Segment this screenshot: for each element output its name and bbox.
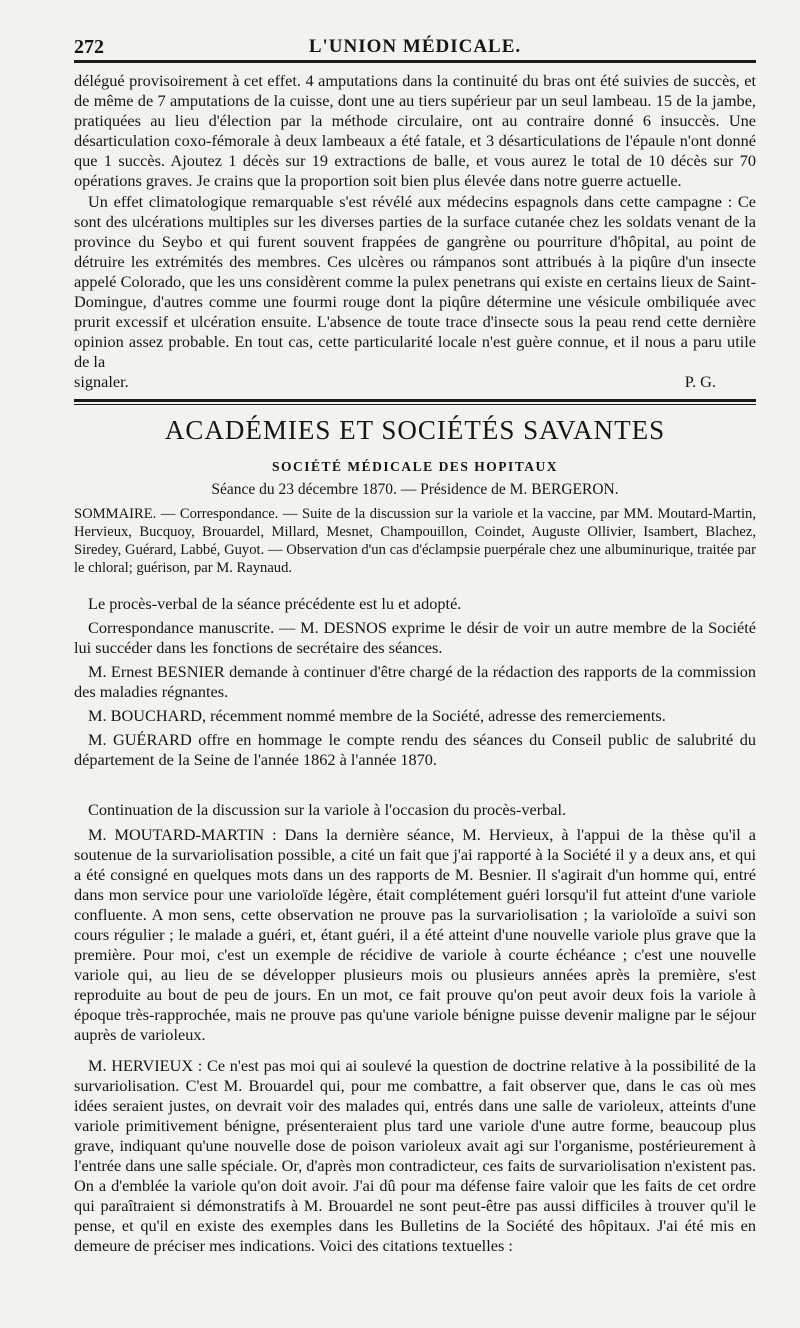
body-paragraph-5: M. GUÉRARD offre en hommage le compte rendu des séances du Conseil public de salubrité du département de la Seine de l'année 1862 à l'année 1870. <box>74 730 756 770</box>
section-divider <box>74 399 756 405</box>
sommaire: SOMMAIRE. — Correspondance. — Suite de la discussion sur la variole et la vaccine, par MM. Moutard-Martin, Hervieux, Bucquoy, Brouardel, Millard, Mesnet, Champouillon, Coindet, Auguste Ollivier, Isambert, Blachez, Siredey, Guérard, Labbé, Guyot. — Observation d'un cas d'éclampsie puerpérale chez une albuminurique, traitée par le chloral; guérison, par M. Raynaud. <box>74 505 756 577</box>
author-initials: P. G. <box>684 372 716 392</box>
body-paragraph-4: M. BOUCHARD, récemment nommé membre de la Société, adresse des remerciements. <box>88 706 666 726</box>
section-title: ACADÉMIES ET SOCIÉTÉS SAVANTES <box>164 414 666 445</box>
journal-title: L'UNION MÉDICALE. <box>308 36 522 57</box>
intro-paragraph-2: Un effet climatologique remarquable s'est révélé aux médecins espagnols dans cette campagne : Ce sont des ulcérations multiples sur les diverses parties de la surface cutanée chez les soldats venant de la province du Seybo et qui furent souvent frappées de gangrène ou pourriture d'hôpital, au point de détruire les extrémités des membres. Ces ulcères ou rámpanos sont attribués à la piqûre d'un insecte appelé Colorado, que les uns considèrent comme la pulex penetrans qui existe en certains lieux de Saint-Domingue, d'autres comme une fourmi rouge dont la piqûre détermine une vésicule ombiliquée avec prurit excessif et ulcération ensuite. L'absence de toute trace d'insecte sous la peau rend cette dernière opinion assez probable. En tout cas, cette particularité locale n'est guère connue, et il nous a paru utile de la <box>74 191 756 372</box>
body-paragraph-8: M. HERVIEUX : Ce n'est pas moi qui ai soulevé la question de doctrine relative à la possibilité de la survariolisation. C'est M. Brouardel qui, pour me combattre, a fait observer que, dans le cas où mes idées seraient justes, on devrait voir des malades qui, entrés dans une salle de varioleux, atteints d'une variole primitivement bénigne, présenteraient plus tard une variole d'une autre forme, beaucoup plus grave, indiquant qu'une nouvelle dose de poison varioleux avait agi sur l'organisme, postérieurement à l'entrée dans une salle spéciale. Or, d'après mon contradicteur, ces faits de survariolisation n'existent pas. On a d'emblée la variole qu'on doit avoir. J'ai dû pour ma défense faire valoir que les faits de cet ordre qui paraîtraient si démonstratifs à M. Brouardel ne sont peut-être pas aussi difficiles à trouver qu'il le pense, et qu'il en existe des exemples dans les Bulletins de la Société des hôpitaux. J'ai été mis en demeure de préciser mes indications. Voici des citations textuelles : <box>74 1055 756 1256</box>
body-paragraph-1: Le procès-verbal de la séance précédente est lu et adopté. <box>88 593 462 613</box>
body-paragraph-2: Correspondance manuscrite. — M. DESNOS exprime le désir de voir un autre membre de la Société lui succéder dans les fonctions de secrétaire des séances. <box>74 617 756 657</box>
body-paragraph-6: Continuation de la discussion sur la variole à l'occasion du procès-verbal. <box>88 800 567 820</box>
page-number: 272 <box>74 36 104 58</box>
intro-paragraph-1: délégué provisoirement à cet effet. 4 amputations dans la continuité du bras ont été suivies de succès, et de même de 7 amputations de la cuisse, dont une au tiers supérieur par un seul lambeau. 15 de la jambe, pratiquées au lieu d'élection par la méthode circulaire, ont au contraire donné 6 insuccès. Une désarticulation coxo-fémorale à deux lambeaux a été fatale, et 3 désarticulations de l'épaule n'ont donné que 1 succès. Ajoutez 1 décès sur 19 extractions de balle, et vous aurez le total de 10 décès sur 70 opérations graves. Je crains que la proportion soit bien plus élevée dans notre guerre actuelle. <box>74 71 756 191</box>
running-head <box>74 32 756 63</box>
intro-signature-line <box>74 372 756 392</box>
intro-last-word: signaler. <box>74 372 129 392</box>
body-paragraph-7: M. MOUTARD-MARTIN : Dans la dernière séance, M. Hervieux, à l'appui de la thèse qu'il a soutenue de la survariolisation possible, a cité un fait que j'ai rapporté à la Société il y a deux ans, et qui a été consigné en quelques mots dans un des rapports de M. Besnier. Il s'agirait d'un homme qui, entré dans mon service pour une varioloïde légère, était complétement guéri lorsqu'il fut atteint d'une variole confluente. A mon sens, cette observation ne prouve pas la survariolisation ; la varioloïde a suivi son cours régulier ; le malade a guéri, et, étant guéri, il a été atteint d'une nouvelle variole plus grave que la première. Pour moi, c'est un exemple de récidive de variole à courte échéance ; c'est une nouvelle variole qui, au lieu de se développer plusieurs mois ou plusieurs années après la première, s'est reproduite au bout de peu de jours. En un mot, ce fait prouve qu'on peut avoir deux fois la variole à époque très-rapprochée, mais ne prouve pas qu'une variole bénigne puisse devenir maligne par le séjour auprès de varioleux. <box>74 824 756 1045</box>
body-paragraph-3: M. Ernest BESNIER demande à continuer d'être chargé de la rédaction des rapports de la commission des maladies régnantes. <box>74 661 756 702</box>
seance-line: Séance du 23 décembre 1870. — Présidence de M. BERGERON. <box>211 480 619 498</box>
society-name: SOCIÉTÉ MÉDICALE DES HOPITAUX <box>272 458 558 474</box>
